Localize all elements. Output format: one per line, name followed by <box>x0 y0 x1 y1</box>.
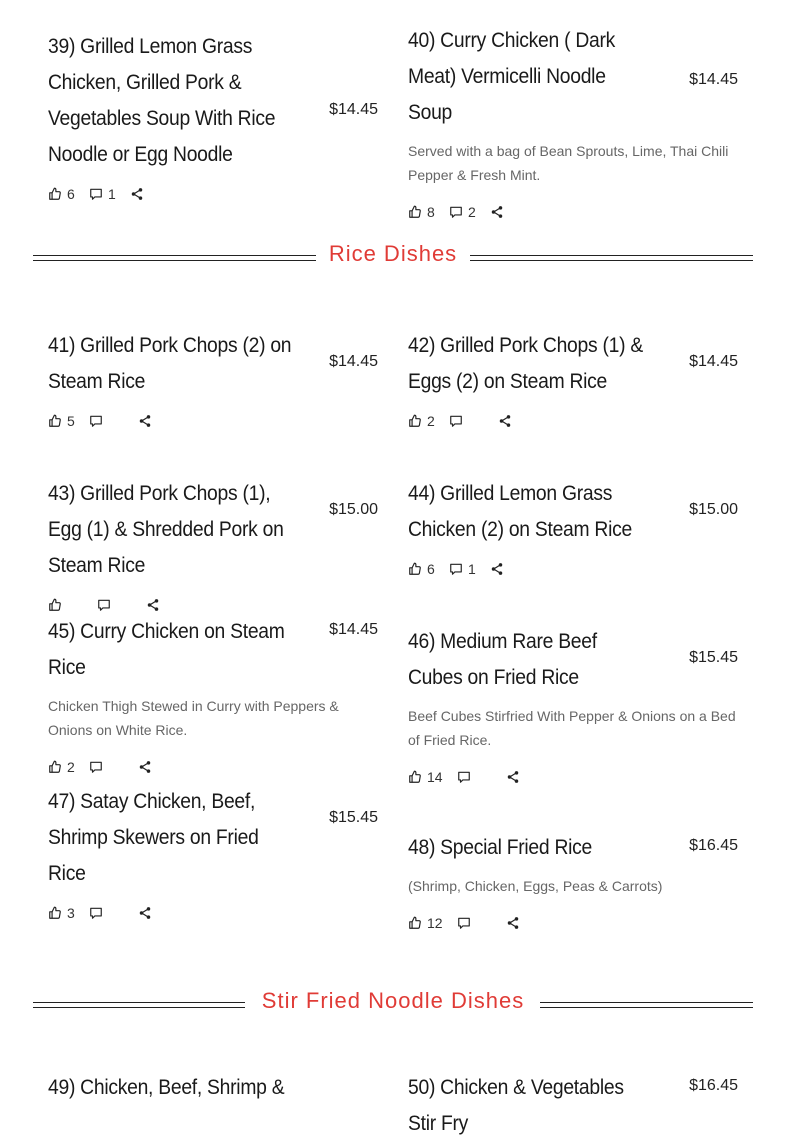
item-price: $14.45 <box>329 621 378 638</box>
item-actions <box>408 560 738 578</box>
item-name[interactable]: 42) Grilled Pork Chops (1) & Eggs (2) on Steam Rice <box>408 334 643 393</box>
section-header-stir <box>33 988 753 1018</box>
comment-button[interactable] <box>457 916 484 930</box>
menu-item[interactable] <box>408 476 738 578</box>
share-button[interactable] <box>490 562 504 576</box>
item-actions <box>48 904 378 922</box>
item-description: Chicken Thigh Stewed in Curry with Peppers & Onions on White Rice. <box>48 698 339 738</box>
item-actions <box>48 412 378 430</box>
section-header-rice <box>33 241 753 271</box>
like-button[interactable] <box>408 204 435 220</box>
like-button[interactable] <box>48 759 75 775</box>
share-icon <box>138 906 152 920</box>
thumbs-up-icon <box>48 906 67 920</box>
item-description: (Shrimp, Chicken, Eggs, Peas & Carrots) <box>408 878 663 894</box>
comment-icon <box>457 916 476 930</box>
menu-item[interactable] <box>48 614 378 776</box>
item-description: Beef Cubes Stirfried With Pepper & Onions on a Bed of Fried Rice. <box>408 708 736 748</box>
item-name[interactable]: 46) Medium Rare Beef Cubes on Fried Rice <box>408 630 597 689</box>
menu-item[interactable] <box>408 624 738 786</box>
item-price: $15.45 <box>689 649 738 666</box>
comment-button[interactable] <box>449 204 476 220</box>
comment-button[interactable] <box>89 906 116 920</box>
like-button[interactable] <box>48 598 75 612</box>
comment-icon <box>89 414 108 428</box>
divider-right <box>540 1002 753 1008</box>
thumbs-up-icon <box>408 916 427 930</box>
comment-icon <box>89 906 108 920</box>
comment-icon <box>449 205 468 219</box>
item-name[interactable]: 43) Grilled Pork Chops (1), Egg (1) & Shredded Pork on Steam Rice <box>48 482 284 577</box>
menu-item[interactable] <box>48 784 378 922</box>
item-price: $14.45 <box>329 353 378 370</box>
like-count: 6 <box>427 561 435 577</box>
item-price: $16.45 <box>689 837 738 854</box>
item-name[interactable]: 50) Chicken & Vegetables Stir Fry <box>408 1076 624 1135</box>
like-count: 14 <box>427 769 443 785</box>
item-name[interactable]: 48) Special Fried Rice <box>408 836 592 859</box>
comment-count: 1 <box>468 561 476 577</box>
menu-item[interactable] <box>408 830 738 932</box>
item-price: $15.00 <box>329 501 378 518</box>
comment-button[interactable] <box>449 414 476 428</box>
comment-icon <box>457 770 476 784</box>
item-name[interactable]: 49) Chicken, Beef, Shrimp & <box>48 1076 285 1099</box>
item-actions <box>48 185 378 203</box>
share-icon <box>138 760 152 774</box>
item-actions <box>408 412 738 430</box>
like-count: 8 <box>427 204 435 220</box>
comment-button[interactable] <box>449 561 476 577</box>
item-price: $14.45 <box>329 101 378 118</box>
share-icon <box>146 598 160 612</box>
comment-icon <box>449 414 468 428</box>
item-price: $15.00 <box>689 501 738 518</box>
thumbs-up-icon <box>408 205 427 219</box>
item-price: $16.45 <box>689 1077 738 1094</box>
comment-icon <box>89 187 108 201</box>
like-button[interactable] <box>408 561 435 577</box>
menu-item[interactable] <box>408 23 738 221</box>
like-button[interactable] <box>48 186 75 202</box>
item-description: Served with a bag of Bean Sprouts, Lime, Thai Chili Pepper & Fresh Mint. <box>408 143 729 183</box>
comment-button[interactable] <box>457 770 484 784</box>
menu-item[interactable] <box>48 1070 378 1106</box>
item-name[interactable]: 44) Grilled Lemon Grass Chicken (2) on Steam Rice <box>408 482 632 541</box>
item-actions <box>408 768 738 786</box>
like-count: 6 <box>67 186 75 202</box>
item-price: $14.45 <box>689 71 738 88</box>
like-button[interactable] <box>48 905 75 921</box>
thumbs-up-icon <box>408 562 427 576</box>
thumbs-up-icon <box>48 598 67 612</box>
thumbs-up-icon <box>48 414 67 428</box>
comment-button[interactable] <box>97 598 124 612</box>
share-icon <box>506 770 520 784</box>
like-count: 3 <box>67 905 75 921</box>
share-button[interactable] <box>506 916 520 930</box>
comment-button[interactable] <box>89 414 116 428</box>
share-button[interactable] <box>146 598 160 612</box>
share-button[interactable] <box>138 760 152 774</box>
comment-icon <box>449 562 468 576</box>
item-name[interactable]: 41) Grilled Pork Chops (2) on Steam Rice <box>48 334 292 393</box>
thumbs-up-icon <box>48 187 67 201</box>
like-count: 2 <box>427 413 435 429</box>
item-price: $14.45 <box>689 353 738 370</box>
share-button[interactable] <box>138 414 152 428</box>
share-icon <box>130 187 144 201</box>
share-icon <box>490 205 504 219</box>
divider-right <box>470 255 753 261</box>
share-button[interactable] <box>498 414 512 428</box>
share-button[interactable] <box>490 205 504 219</box>
item-name[interactable]: 40) Curry Chicken ( Dark Meat) Vermicelli Noodle Soup <box>408 29 616 124</box>
comment-icon <box>97 598 116 612</box>
share-button[interactable] <box>130 187 144 201</box>
menu-item[interactable] <box>48 476 378 614</box>
item-actions <box>48 596 378 614</box>
like-button[interactable] <box>408 915 443 931</box>
item-actions <box>408 203 738 221</box>
like-count: 2 <box>67 759 75 775</box>
thumbs-up-icon <box>408 770 427 784</box>
like-count: 12 <box>427 915 443 931</box>
item-name[interactable]: 39) Grilled Lemon Grass Chicken, Grilled Pork & Vegetables Soup With Rice Noodle or Egg Noodle <box>48 35 276 166</box>
share-icon <box>498 414 512 428</box>
comment-button[interactable] <box>89 760 116 774</box>
item-name[interactable]: 45) Curry Chicken on Steam Rice <box>48 620 285 679</box>
share-button[interactable] <box>506 770 520 784</box>
menu-item[interactable] <box>408 328 738 430</box>
menu-item[interactable] <box>408 1070 738 1142</box>
section-title: Stir Fried Noodle Dishes <box>261 988 525 1013</box>
comment-count: 1 <box>108 186 116 202</box>
like-button[interactable] <box>408 769 443 785</box>
item-price: $15.45 <box>329 809 378 826</box>
thumbs-up-icon <box>408 414 427 428</box>
like-count: 5 <box>67 413 75 429</box>
item-name[interactable]: 47) Satay Chicken, Beef, Shrimp Skewers on Fried Rice <box>48 790 259 885</box>
comment-icon <box>89 760 108 774</box>
share-icon <box>506 916 520 930</box>
section-title: Rice Dishes <box>328 241 458 266</box>
menu-item[interactable] <box>48 29 378 203</box>
like-button[interactable] <box>48 413 75 429</box>
comment-button[interactable] <box>89 186 116 202</box>
share-button[interactable] <box>138 906 152 920</box>
item-actions <box>48 758 378 776</box>
like-button[interactable] <box>408 413 435 429</box>
share-icon <box>138 414 152 428</box>
share-icon <box>490 562 504 576</box>
item-actions <box>408 914 738 932</box>
thumbs-up-icon <box>48 760 67 774</box>
menu-item[interactable] <box>48 328 378 430</box>
comment-count: 2 <box>468 204 476 220</box>
